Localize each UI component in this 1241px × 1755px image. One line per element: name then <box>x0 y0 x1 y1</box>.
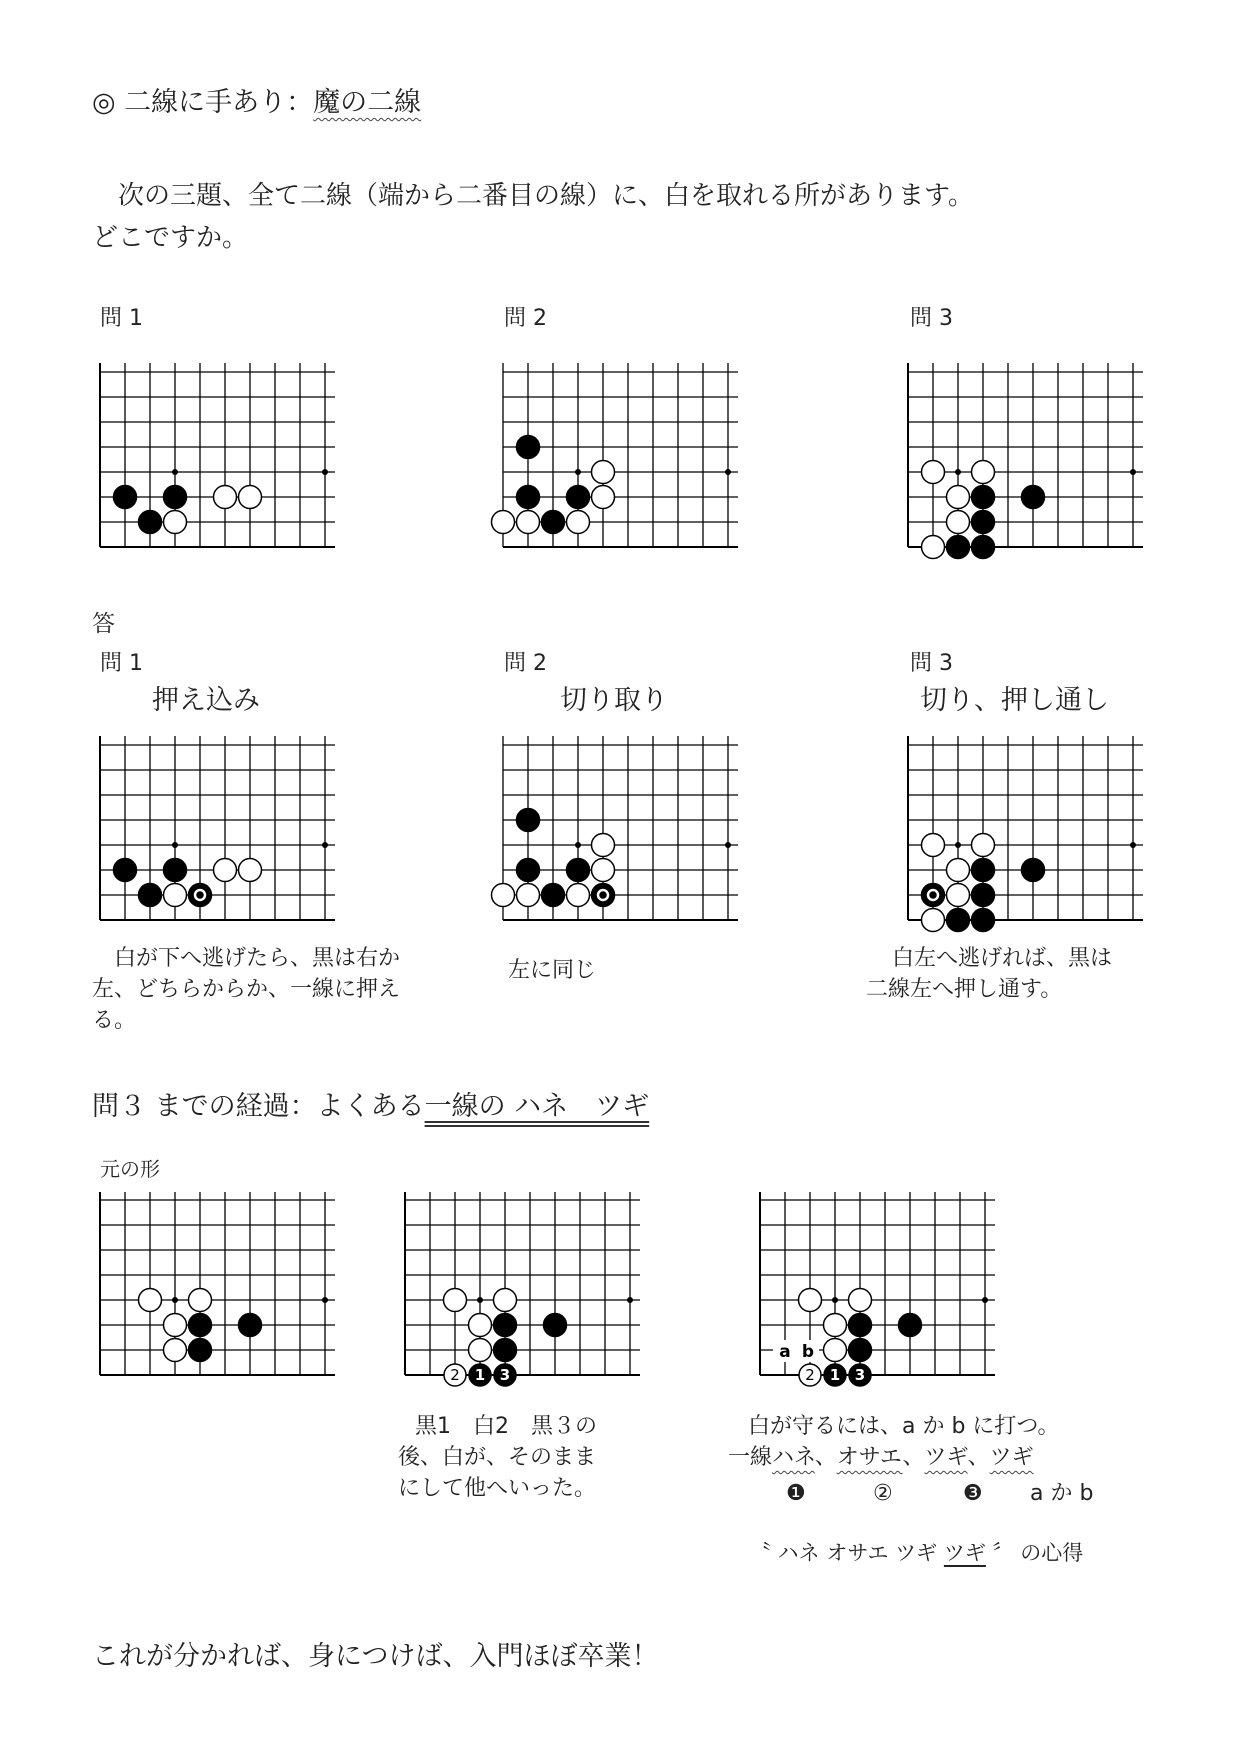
point-a-label: a <box>779 1342 791 1362</box>
motto-prefix: 〝 ハネ オサエ ツギ <box>750 1541 944 1565</box>
symbol-a-or-b: a か b <box>1030 1481 1094 1506</box>
motto-emphasis: ツギ <box>943 1541 986 1565</box>
go-board-problem-3 <box>893 355 1153 569</box>
go-board-answer-1 <box>85 728 345 932</box>
original-shape-label: 元の形 <box>100 1157 160 1181</box>
problem-2-label: 問 2 <box>504 306 547 331</box>
intro-line-1: 次の三題、全て二線（端から二番目の線）に、白を取れる所があります。 <box>92 181 974 211</box>
go-board-original <box>85 1180 345 1384</box>
answer-3-title: 切り、押し通し <box>920 685 1109 716</box>
answer-3-caption-line-2: 二線左へ押し通す。 <box>866 977 1063 1002</box>
move-2-number: 2 <box>450 1366 460 1384</box>
answer-1-caption: 白が下へ逃げたら、黒は右か左、どちらからか、一線に押える。 <box>92 946 401 1033</box>
go-board-moves <box>390 1180 650 1394</box>
move-3-number: 3 <box>499 1366 511 1384</box>
problem-3-label: 問 3 <box>910 306 953 331</box>
answer-3-label: 問 3 <box>910 651 953 676</box>
go-board-defense <box>745 1180 1005 1394</box>
answer-2-label: 問 2 <box>504 651 547 676</box>
go-board-problem-1 <box>85 355 345 559</box>
moves-caption-line-3: にして他へいった。 <box>398 1476 597 1501</box>
answer-1-label: 問 1 <box>100 651 143 676</box>
motto-suffix: 〞 の心得 <box>985 1541 1084 1565</box>
term-osae: オサエ <box>836 1445 903 1470</box>
title-prefix: ◎ 二線に手あり： <box>92 87 314 118</box>
process-heading-prefix: 問３ までの経過：よくある <box>92 1091 425 1122</box>
symbol-black-3: ❸ <box>963 1481 983 1506</box>
moves-caption-line-2: 後、白が、そのまま <box>398 1445 597 1470</box>
terms-separator: 、 <box>902 1445 925 1470</box>
terms-line <box>728 1443 1034 1474</box>
answer-3-caption-line-1: 白左へ逃げれば、黒は <box>892 946 1113 971</box>
point-b-label: b <box>801 1342 815 1362</box>
process-heading <box>92 1090 649 1124</box>
go-board-problem-2 <box>488 355 748 559</box>
moves-caption-line-1: 黒1 白2 黒３の <box>415 1414 597 1439</box>
title-emphasis: 魔の二線 <box>313 87 422 118</box>
go-board-answer-3 <box>893 728 1153 942</box>
term-tsugi-2: ツギ <box>989 1445 1034 1470</box>
move-3-number: 3 <box>854 1366 866 1384</box>
terms-prefix: 一線 <box>728 1445 773 1470</box>
symbol-white-2: ② <box>873 1481 893 1506</box>
symbol-black-1: ❶ <box>786 1481 806 1506</box>
move-1-number: 1 <box>829 1366 841 1384</box>
term-tsugi-1: ツギ <box>924 1445 968 1470</box>
page-title <box>92 86 421 120</box>
closing-text: これが分かれば、身につけば、入門ほぼ卒業！ <box>92 1641 659 1672</box>
process-heading-emphasis: 一線の ハネ ツギ <box>424 1091 650 1122</box>
defense-caption: 白が守るには、a か b に打つ。 <box>748 1414 1060 1439</box>
move-2-number: 2 <box>805 1366 815 1384</box>
motto <box>750 1540 1083 1566</box>
answer-2-title: 切り取り <box>560 685 668 716</box>
go-board-answer-2 <box>488 728 748 932</box>
answer-1-title: 押え込み <box>152 685 260 716</box>
intro-line-2: どこですか。 <box>92 223 249 253</box>
terms-separator: 、 <box>967 1445 990 1470</box>
term-hane: ハネ <box>772 1445 815 1470</box>
move-1-number: 1 <box>474 1366 486 1384</box>
terms-separator: 、 <box>814 1445 837 1470</box>
answer-2-caption: 左に同じ <box>508 958 597 983</box>
answer-heading: 答 <box>92 611 115 637</box>
problem-1-label: 問 1 <box>100 306 143 331</box>
